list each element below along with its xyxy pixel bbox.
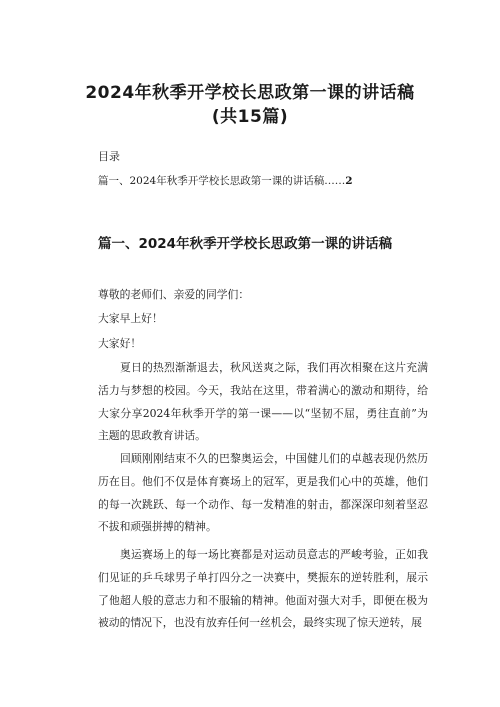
greeting-text: 尊敬的老师们、亲爱的同学们： <box>98 288 250 301</box>
toc-entry-text: 篇一、2024年秋季开学校长思政第一课的讲话稿…… <box>98 175 346 187</box>
toc-entry-page: 2 <box>345 175 353 187</box>
toc-label: 目录 <box>98 150 120 163</box>
greeting-morning-text: 大家早上好！ <box>98 312 163 325</box>
document-title: 2024年秋季开学校长思政第一课的讲话稿 <box>85 83 415 103</box>
greeting-hello <box>98 333 428 356</box>
paragraph <box>98 544 428 635</box>
document-subtitle: (共15篇) <box>211 107 289 127</box>
greeting-hello-text: 大家好！ <box>98 337 142 350</box>
paragraph <box>98 448 428 539</box>
paragraph-text: 夏日的热烈渐渐退去，秋风送爽之际，我们再次相聚在这片充满活力与梦想的校园。今天，我站在这里，带着满心的激动和期待，给大家分享2024年秋季开学的第一课——以“坚韧不屈，勇往直前”为主题的思政教育讲话。 <box>98 361 428 443</box>
paragraph <box>98 357 428 448</box>
greeting-morning <box>98 308 428 331</box>
greeting <box>98 284 428 307</box>
paragraph-text: 回顾刚刚结束不久的巴黎奥运会，中国健儿们的卓越表现仍然历历在目。他们不仅是体育赛场上的冠军，更是我们心中的英雄，他们的每一次跳跃、每一个动作、每一发精准的射击，都深深印刻着坚忍不拔和顽强拼搏的精神。 <box>98 452 428 534</box>
section-heading: 篇一、2024年秋季开学校长思政第一课的讲话稿 <box>98 236 393 252</box>
toc-entry[interactable] <box>98 173 353 188</box>
paragraph-text: 奥运赛场上的每一场比赛都是对运动员意志的严峻考验，正如我们见证的乒乓球男子单打四分之一决赛中，樊振东的逆转胜利，展示了他超人般的意志力和不服输的精神。他面对强大对手，即便在极为被动的情况下，也没有放弃任何一丝机会，最终实现了惊天逆转，展 <box>98 548 428 630</box>
